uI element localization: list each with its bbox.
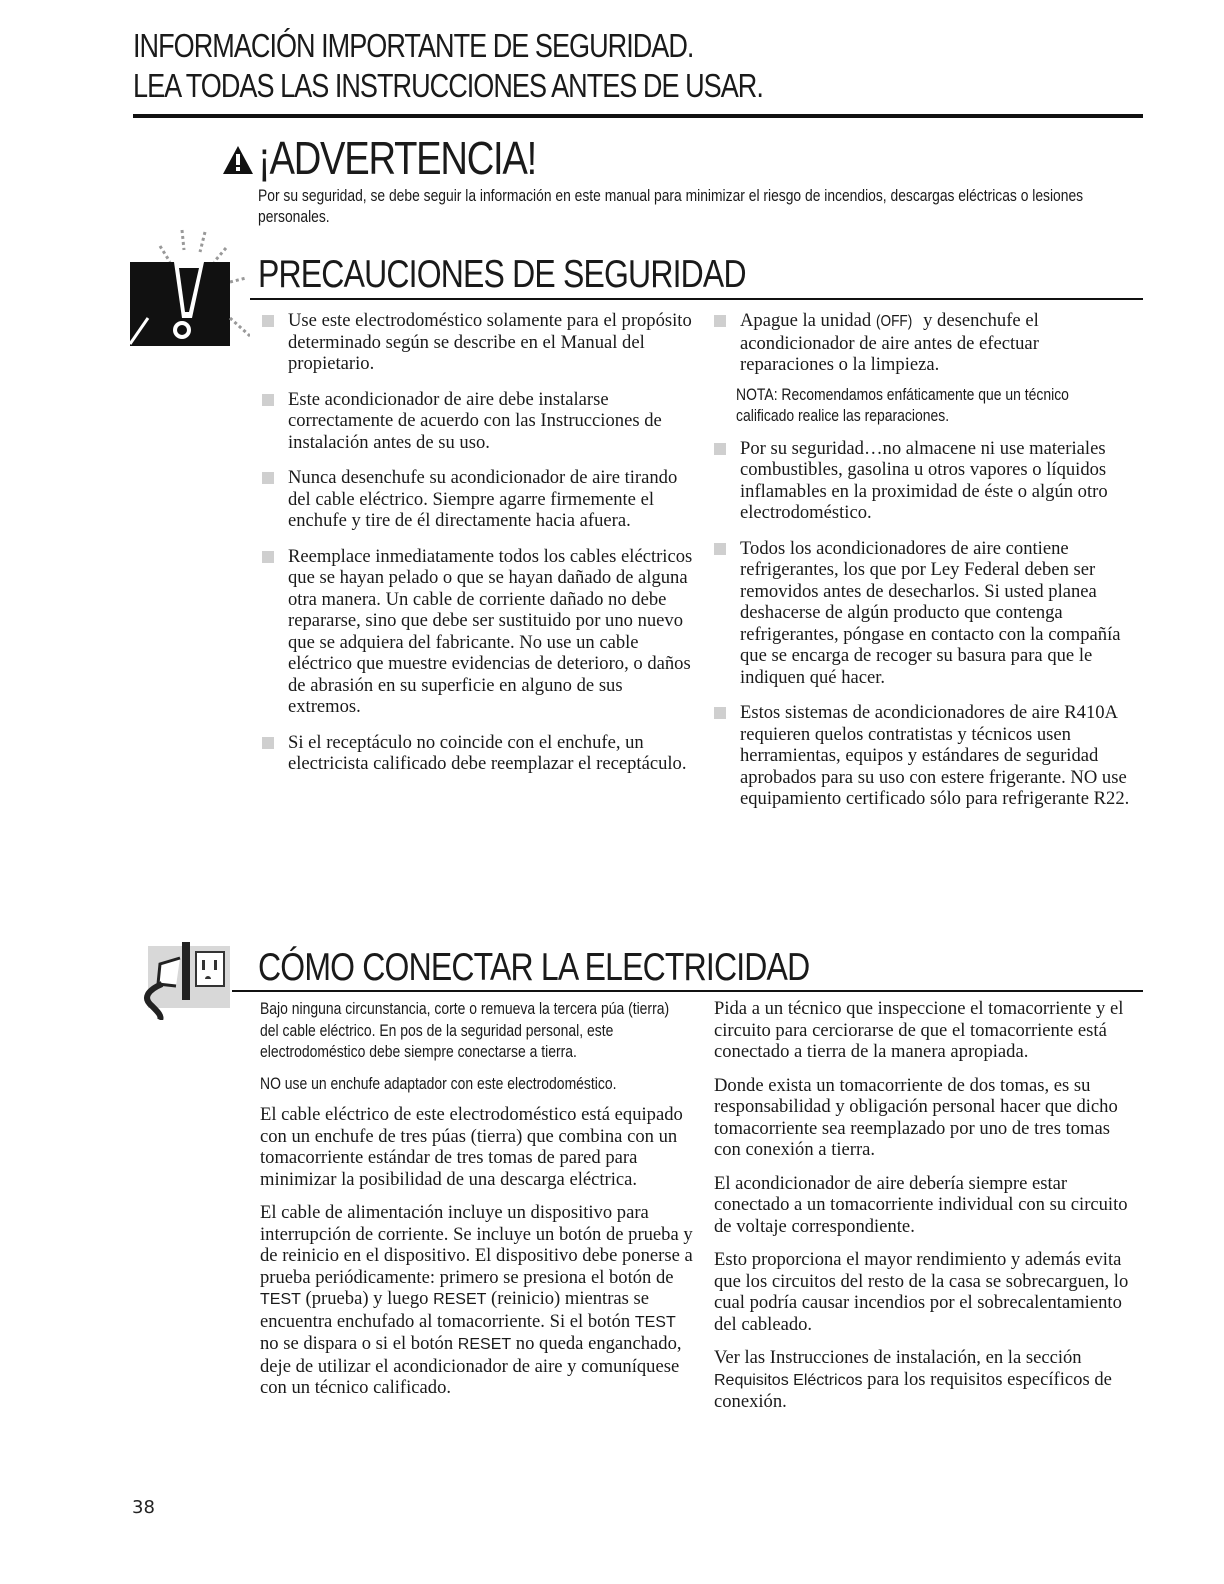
electricity-left-column [260,998,696,1411]
bullet-square-icon [262,472,274,484]
paragraph: El cable eléctrico de este electrodoméstico está equipado con un enchufe de tres púas (tierra) que combina con un tomacorriente estándar de tres tomas de pared para minimizar la posibilidad de una descarga eléctrica. [260,1104,683,1190]
electricity-title: CÓMO CONECTAR LA ELECTRICIDAD [258,946,810,989]
paragraph: El acondicionador de aire debería siempre estar conectado a un tomacorriente individual con su circuito de voltaje correspondiente. [714,1172,1128,1237]
electricity-right-column [714,998,1140,1425]
bullet-square-icon [262,394,274,406]
warning-title: ¡ADVERTENCIA! [258,132,536,184]
header-line-1: INFORMACIÓN IMPORTANTE DE SEGURIDAD. [133,27,694,64]
warning-triangle-icon [222,145,254,175]
page-header [133,26,1143,106]
warning-text: Por su seguridad, se debe seguir la información en este manual para minimizar el riesgo de incendios, descargas eléctricas o lesiones personales. [258,187,1084,226]
list-item: Estos sistemas de acondicionadores de aire R410A requieren quelos contratistas y técnicos usen herramientas, equipos y estándares de seguridad aprobados para su uso con estere frigerante. NO use equipamiento certificado sólo para refrigerante R22. [714,702,1134,810]
paragraph: Donde exista un tomacorriente de dos tomas, es su responsabilidad y obligación personal hacer que dicho tomacorriente sea reemplazado por uno de tres tomas con conexión a tierra. [714,1074,1118,1160]
electricity-rule [232,990,1143,992]
list-item: Reemplace inmediatamente todos los cables eléctricos que se hayan pelado o que se hayan dañado de alguna otra manera. Un cable de corriente dañado no debe repararse, sino que debe ser sustituido por uno nuevo que se adquiera del fabricante. No use un cable eléctrico que muestre evidencias de deterioro, o daños de abrasión en su superficie en alguno de sus extremos. [262,546,694,718]
grounding-warning-text: Bajo ninguna circunstancia, corte o remueva la tercera púa (tierra) del cable eléctrico. En pos de la seguridad personal, este electrodoméstico debe siempre conectarse a tierra. [260,999,670,1061]
page-number: 38 [132,1497,155,1518]
header-rule [133,114,1143,118]
precautions-title: PRECAUCIONES DE SEGURIDAD [258,253,746,296]
bullet-square-icon [714,443,726,455]
list-item: Apague la unidad (OFF) y desenchufe el acondicionador de aire antes de efectuar reparaciones o la limpieza. [714,310,1134,376]
electrical-plug-icon [138,940,238,1020]
note-text: NOTA: Recomendamos enfáticamente que un técnico calificado realice las reparaciones. [736,384,1069,425]
list-item: Si el receptáculo no coincide con el enchufe, un electricista calificado debe reemplazar el receptáculo. [262,732,694,775]
bullet-square-icon [262,737,274,749]
bullet-square-icon [262,315,274,327]
list-item: Este acondicionador de aire debe instalarse correctamente de acuerdo con las Instrucciones de instalación antes de su uso. [262,389,694,454]
paragraph: Pida a un técnico que inspeccione el tomacorriente y el circuito para cerciorarse de que el tomacorriente está conectado a tierra de la manera apropiada. [714,998,1124,1062]
exclamation-caution-icon [130,226,250,346]
list-item: Todos los acondicionadores de aire contiene refrigerantes, los que por Ley Federal deben ser removidos antes de desecharlos. Si usted planea deshacerse de algún producto que contenga refrigerantes, póngase en contacto con la compañía que se encarga de recoger su basura para que le indiquen qué hacer. [714,538,1134,689]
header-line-2: LEA TODAS LAS INSTRUCCIONES ANTES DE USAR. [133,67,763,104]
paragraph: Esto proporciona el mayor rendimiento y además evita que los circuitos del resto de la casa se sobrecarguen, lo cual podría causar incendios por el sobrecalentamiento del cableado. [714,1249,1129,1335]
precautions-rule [250,298,1143,300]
paragraph-requirements: Ver las Instrucciones de instalación, en la sección Requisitos Eléctricos para los requisitos específicos de conexión. [714,1347,1112,1412]
list-item: Nunca desenchufe su acondicionador de aire tirando del cable eléctrico. Siempre agarre firmemente el enchufe y tire de él directamente hacia afuera. [262,467,694,532]
precautions-left-column [262,310,694,789]
bullet-square-icon [714,543,726,555]
bullet-square-icon [714,315,726,327]
note-block [714,384,1134,426]
list-item: Use este electrodoméstico solamente para el propósito determinado según se describe en el Manual del propietario. [262,310,694,375]
adapter-warning-text: NO use un enchufe adaptador con este electrodoméstico. [260,1073,617,1093]
list-item: Por su seguridad…no almacene ni use materiales combustibles, gasolina u otros vapores o líquidos inflamables en la proximidad de éste o algún otro electrodoméstico. [714,438,1134,524]
bullet-square-icon [262,551,274,563]
precautions-right-column [714,310,1134,824]
paragraph-test-reset: El cable de alimentación incluye un dispositivo para interrupción de corriente. Se incluye un botón de prueba y de reinicio en el dispositivo. El dispositivo debe ponerse a prueba periódicamente: primero se presiona el botón de TEST (prueba) y luego RESET (reinicio) mientras se encuentra enchufado al tomacorriente. Si el botón TEST no se dispara o si el botón RESET no queda enganchado, deje de utilizar el acondicionador de aire y comuníquese con un técnico calificado. [260,1202,693,1398]
bullet-square-icon [714,707,726,719]
